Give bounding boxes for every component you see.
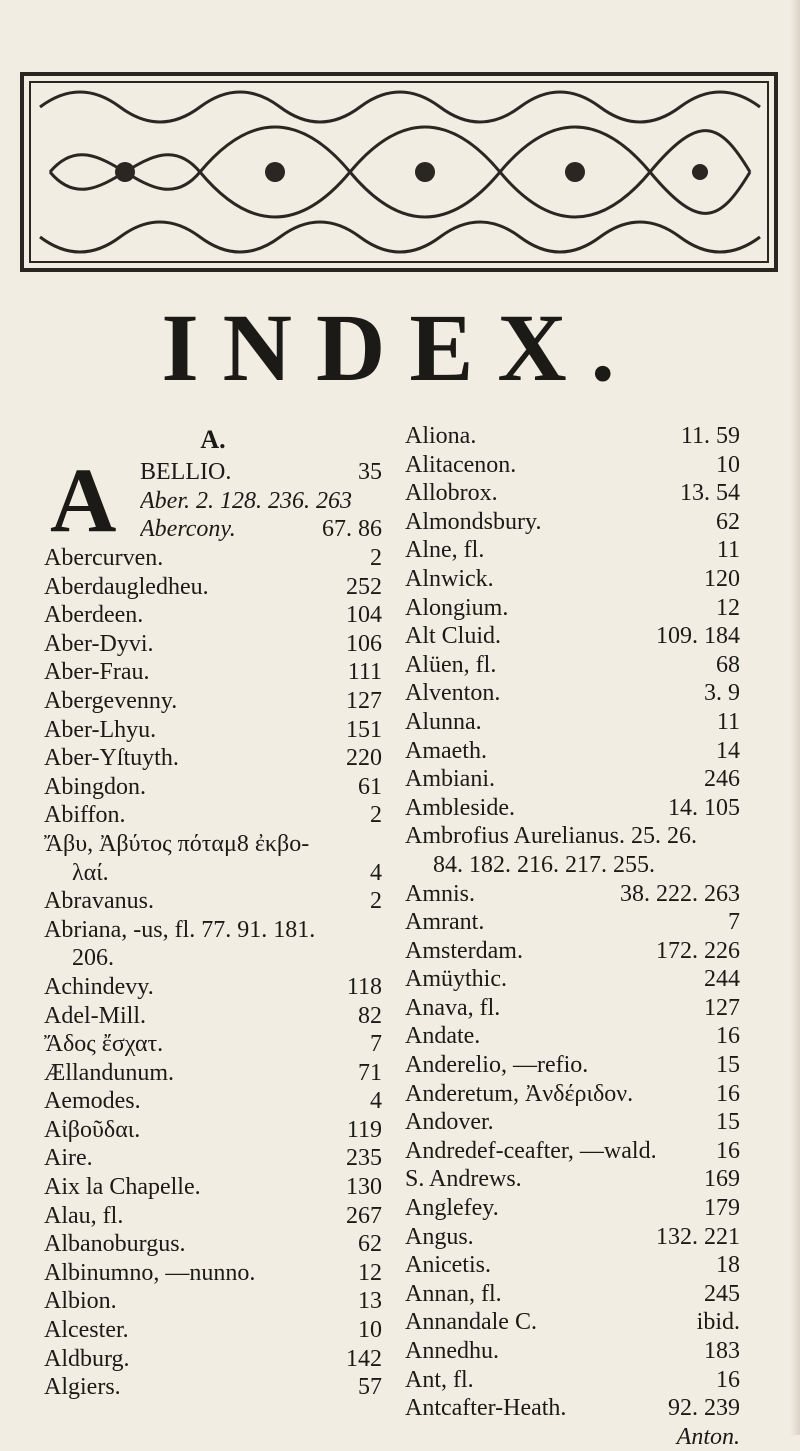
- entry-pages: 267: [346, 1202, 382, 1229]
- index-entry: [405, 822, 740, 851]
- entry-name: Alunna.: [405, 708, 482, 735]
- entry-name: Alnwick.: [405, 565, 494, 592]
- entry-name: Ambiani.: [405, 766, 495, 793]
- index-entry: [405, 536, 740, 565]
- entry-name: Alongium.: [405, 594, 509, 621]
- index-entry: [405, 651, 740, 680]
- entry-name: Abergevenny.: [44, 687, 178, 714]
- index-entry: [405, 1337, 740, 1366]
- entry-name: Algiers.: [44, 1374, 121, 1401]
- entry-pages: 15: [716, 1052, 740, 1079]
- index-entry: [44, 1202, 382, 1231]
- entry-pages: 169: [704, 1166, 740, 1193]
- entry-name: Achindevy.: [44, 973, 154, 1000]
- entry-name: Abingdon.: [44, 773, 146, 800]
- drop-cap: A: [50, 449, 117, 551]
- index-entry: [405, 794, 740, 823]
- entry-name: Alne, fl.: [405, 537, 485, 564]
- entry-pages: 68: [716, 651, 740, 678]
- index-entry: [405, 451, 740, 480]
- index-list: [44, 544, 382, 1402]
- entry-pages: 10: [716, 451, 740, 478]
- index-entry: [44, 1144, 382, 1173]
- entry-pages: 142: [346, 1345, 382, 1372]
- index-entry: [405, 1366, 740, 1395]
- index-entry: [405, 622, 740, 651]
- entry-pages: 4: [370, 1088, 382, 1115]
- entry-name: Albinumno, —nunno.: [44, 1259, 256, 1286]
- entry-pages: 13. 54: [680, 480, 740, 507]
- entry-pages: 244: [704, 966, 740, 993]
- entry-name: Ant, fl.: [405, 1366, 474, 1393]
- entry-pages: 3. 9: [704, 680, 740, 707]
- entry-pages: 16: [716, 1080, 740, 1107]
- entry-pages: 183: [704, 1338, 740, 1364]
- entry-name: Abravanus.: [44, 888, 154, 915]
- ornamental-headpiece-icon: [20, 72, 778, 272]
- index-entry: [405, 1251, 740, 1280]
- entry-pages: 71: [358, 1059, 382, 1086]
- index-entry: [405, 1108, 740, 1137]
- entry-pages: 12: [358, 1259, 382, 1286]
- index-entry: [405, 1194, 740, 1223]
- entry-pages: 127: [346, 687, 382, 714]
- index-entry: [44, 801, 382, 830]
- index-entry: [44, 1316, 382, 1345]
- entry-name: Anicetis.: [405, 1252, 491, 1279]
- entry-name: Annandale C.: [405, 1309, 537, 1336]
- index-entry: BELLIO. 35: [140, 459, 382, 485]
- entry-name: Angus.: [405, 1223, 474, 1250]
- index-entry: [44, 1259, 382, 1288]
- index-entry: [405, 908, 740, 937]
- index-entry: [405, 1223, 740, 1252]
- index-entry: [405, 422, 740, 451]
- entry-name: Alventon.: [405, 680, 501, 707]
- entry-pages: 120: [704, 565, 740, 592]
- index-entry: [44, 1230, 382, 1259]
- index-entry: [405, 880, 740, 909]
- entry-name: Amrant.: [405, 909, 485, 936]
- entry-name: Antcafter-Heath.: [405, 1395, 567, 1422]
- entry-pages: 179: [704, 1195, 740, 1222]
- index-entry: [44, 744, 382, 773]
- entry-name: 206.: [72, 945, 114, 972]
- entry-pages: 16: [716, 1366, 740, 1393]
- entry-name: Ambrofius Aurelianus. 25. 26.: [405, 823, 697, 850]
- index-entry: Abercony. 67. 86: [140, 516, 382, 543]
- index-entry: [44, 1030, 382, 1059]
- index-entry: [44, 1087, 382, 1116]
- entry-name: Allobrox.: [405, 480, 498, 507]
- index-entry: [44, 658, 382, 687]
- entry-name: Annedhu.: [405, 1338, 499, 1364]
- index-entry: [44, 630, 382, 659]
- index-entry: [44, 716, 382, 745]
- entry-name: Adel-Mill.: [44, 1002, 146, 1029]
- entry-name: Annan, fl.: [405, 1280, 502, 1307]
- left-column: [44, 422, 382, 1402]
- index-entry: [405, 1308, 740, 1337]
- entry-pages: 16: [716, 1137, 740, 1164]
- entry-pages: 14. 105: [668, 794, 740, 821]
- entry-name: Abriana, -us, fl. 77. 91. 181.: [44, 916, 316, 943]
- entry-name: Alitacenon.: [405, 451, 517, 478]
- entry-pages: 12: [716, 594, 740, 621]
- entry-name: Ambleside.: [405, 794, 515, 821]
- entry-pages: 11. 59: [680, 423, 740, 449]
- entry-name: Albion.: [44, 1288, 117, 1315]
- entry-pages: 11: [716, 537, 740, 564]
- entry-name: Almondsbury.: [405, 508, 542, 535]
- entry-pages: 62: [358, 1231, 382, 1258]
- entry-pages: 130: [346, 1174, 382, 1201]
- entry-pages: 7: [370, 1031, 382, 1058]
- entry-name: Aber-Yſtuyth.: [44, 745, 179, 772]
- entry-name: Alcester.: [44, 1317, 129, 1344]
- index-entry: [44, 1173, 382, 1202]
- entry-pages: 252: [346, 573, 382, 600]
- entry-name: Ἄδος ἔσχατ.: [44, 1031, 164, 1058]
- index-entry: [405, 1165, 740, 1194]
- index-entry: [44, 773, 382, 802]
- entry-name: S. Andrews.: [405, 1166, 522, 1193]
- index-entry: [405, 965, 740, 994]
- index-entry: [405, 679, 740, 708]
- index-entry: [44, 1373, 382, 1402]
- entry-pages: 61: [358, 773, 382, 800]
- index-entry: [405, 1080, 740, 1109]
- right-column: [405, 422, 740, 1451]
- index-entry: [405, 708, 740, 737]
- index-entry: [405, 994, 740, 1023]
- entry-name: Andredef-ceafter, —wald.: [405, 1137, 657, 1164]
- index-entry: [405, 937, 740, 966]
- entry-name: Aber-Dyvi.: [44, 630, 154, 657]
- entry-pages: 10: [358, 1317, 382, 1344]
- entry-pages: 82: [358, 1002, 382, 1029]
- entry-pages: 62: [716, 508, 740, 535]
- entry-pages: 14: [716, 737, 740, 764]
- index-entry: [44, 887, 382, 916]
- index-entry: [405, 1022, 740, 1051]
- entry-name: Alau, fl.: [44, 1202, 124, 1229]
- entry-pages: 151: [346, 716, 382, 743]
- index-entry: [44, 601, 382, 630]
- entry-pages: 172. 226: [656, 937, 740, 964]
- index-entry: [405, 565, 740, 594]
- entry-pages: 2: [370, 802, 382, 829]
- entry-pages: 119: [346, 1116, 382, 1143]
- entry-pages: 38. 222. 263: [620, 880, 740, 907]
- entry-name: Aberdaugledheu.: [44, 573, 209, 600]
- entry-name: Ællandunum.: [44, 1059, 174, 1086]
- entry-name: Anderetum, Ἀνδέριδον.: [405, 1080, 634, 1107]
- entry-name: Abiffon.: [44, 802, 126, 829]
- entry-pages: 16: [716, 1023, 740, 1050]
- index-entry: [44, 944, 382, 973]
- page-edge: [790, 0, 800, 1435]
- letter-heading: A.: [200, 425, 226, 454]
- entry-name: Aldburg.: [44, 1345, 130, 1372]
- entry-pages: 92. 239: [668, 1395, 740, 1422]
- index-entry: [44, 1345, 382, 1374]
- entry-name: λαί.: [72, 859, 109, 886]
- index-entry: [44, 1059, 382, 1088]
- index-entry: [405, 1051, 740, 1080]
- index-entry: [44, 687, 382, 716]
- index-entry: [44, 573, 382, 602]
- entry-pages: 127: [704, 994, 740, 1021]
- entry-name: Aberdeen.: [44, 602, 144, 629]
- entry-pages: 15: [716, 1109, 740, 1136]
- entry-name: Aix la Chapelle.: [44, 1174, 201, 1201]
- entry-name: 84. 182. 216. 217. 255.: [433, 851, 655, 878]
- index-entry: Aber. 2. 128. 236. 263: [140, 487, 352, 514]
- entry-name: Aber-Frau.: [44, 659, 150, 686]
- entry-name: Anderelio, —refio.: [405, 1052, 589, 1079]
- index-entry: [44, 1002, 382, 1031]
- entry-name: Aber-Lhyu.: [44, 716, 157, 743]
- entry-name: Anglefey.: [405, 1195, 499, 1222]
- entry-name: Abercurven.: [44, 545, 164, 571]
- entry-name: Ἄβυ, Ἀβύτος πόταμ8 ἐκβο-: [44, 830, 310, 857]
- index-entry: [405, 765, 740, 794]
- page-title: INDEX.: [161, 294, 639, 401]
- index-entry: [405, 479, 740, 508]
- entry-pages: 106: [346, 630, 382, 657]
- index-entry: [405, 1280, 740, 1309]
- entry-pages: 109. 184: [656, 623, 740, 650]
- index-entry: [405, 737, 740, 766]
- entry-name: Amüythic.: [405, 966, 507, 993]
- entry-pages: 104: [346, 602, 382, 629]
- entry-pages: 118: [346, 973, 382, 1000]
- entry-pages: 235: [346, 1145, 382, 1172]
- entry-pages: 4: [370, 859, 382, 886]
- entry-pages: 220: [346, 745, 382, 772]
- entry-pages: 11: [716, 708, 740, 735]
- entry-name: Αἰβοῦδαι.: [44, 1116, 141, 1143]
- index-entry: [405, 1137, 740, 1166]
- index-entry: [44, 916, 382, 945]
- entry-pages: 18: [716, 1252, 740, 1279]
- entry-pages: ibid.: [696, 1309, 740, 1336]
- index-entry: [44, 1287, 382, 1316]
- index-entry: [405, 851, 740, 880]
- entry-name: Amaeth.: [405, 737, 487, 764]
- entry-name: Alüen, fl.: [405, 651, 497, 678]
- index-entry: [44, 830, 382, 859]
- entry-name: Aemodes.: [44, 1088, 141, 1115]
- index-list: [405, 422, 740, 1423]
- drop-cap-block: [44, 449, 382, 551]
- index-entry: [44, 1116, 382, 1145]
- entry-name: Alt Cluid.: [405, 623, 502, 650]
- entry-name: Andate.: [405, 1023, 481, 1050]
- entry-name: Amnis.: [405, 880, 476, 907]
- index-entry: [405, 594, 740, 623]
- entry-name: Aire.: [44, 1145, 93, 1172]
- index-entry: [405, 508, 740, 537]
- entry-pages: 7: [728, 909, 740, 936]
- entry-pages: 245: [704, 1280, 740, 1307]
- entry-name: Aliona.: [405, 423, 477, 449]
- entry-pages: 132. 221: [656, 1223, 740, 1250]
- index-entry: [44, 859, 382, 888]
- entry-pages: 111: [347, 659, 382, 686]
- index-entry: [44, 973, 382, 1002]
- entry-name: Andover.: [405, 1109, 494, 1136]
- entry-name: Amsterdam.: [405, 937, 523, 964]
- entry-pages: 2: [370, 545, 382, 571]
- catchword: Anton.: [676, 1423, 740, 1450]
- entry-pages: 2: [370, 888, 382, 915]
- entry-pages: 13: [358, 1288, 382, 1315]
- entry-pages: 57: [358, 1374, 382, 1401]
- entry-name: Anava, fl.: [405, 994, 501, 1021]
- index-entry: [405, 1394, 740, 1423]
- entry-pages: 246: [704, 766, 740, 793]
- entry-name: Albanoburgus.: [44, 1231, 186, 1258]
